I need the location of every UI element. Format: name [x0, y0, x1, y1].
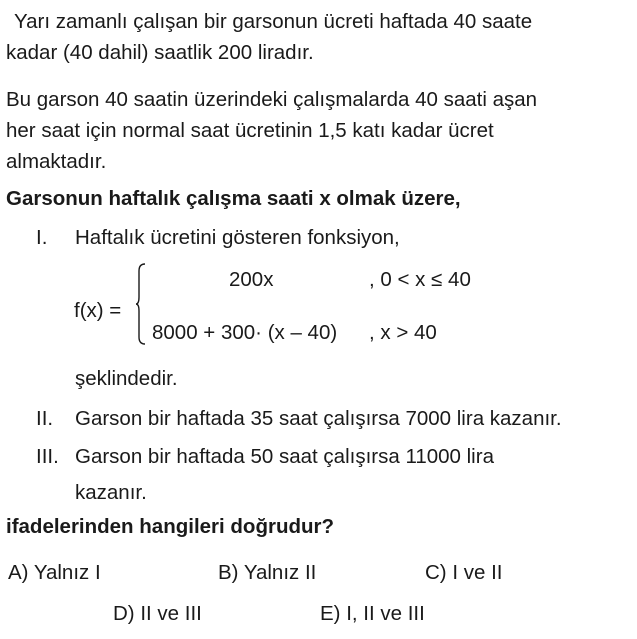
function-lhs: f(x) = — [74, 299, 122, 322]
condition-text: Garsonun haftalık çalışma saati x olmak üzere, — [6, 187, 461, 210]
statement-3-line-2: kazanır. — [75, 481, 147, 504]
statement-2-numeral: II. — [36, 407, 54, 430]
overtime-line-1: Bu garson 40 saatin üzerindeki çalışmalarda 40 saati aşan — [6, 88, 538, 111]
overtime-line-2: her saat için normal saat ücretinin 1,5 katı kadar ücret — [6, 119, 494, 142]
option-c[interactable]: C) I ve II — [425, 561, 503, 584]
statement-1-suffix: şeklindedir. — [75, 367, 178, 390]
curly-brace-icon — [136, 263, 146, 345]
function-case-2-cond: , x > 40 — [369, 321, 437, 344]
statement-1-numeral: I. — [36, 226, 48, 249]
intro-line-2: kadar (40 dahil) saatlik 200 liradır. — [6, 41, 314, 64]
statement-2-text: Garson bir haftada 35 saat çalışırsa 7000 lira kazanır. — [75, 407, 562, 430]
intro-line-1: Yarı zamanlı çalışan bir garsonun ücreti haftada 40 saate — [14, 10, 533, 33]
statement-3-numeral: III. — [36, 445, 59, 468]
option-a[interactable]: A) Yalnız I — [8, 561, 101, 584]
option-e[interactable]: E) I, II ve III — [320, 602, 425, 625]
function-case-2-expr: 8000 + 300· (x – 40) — [152, 321, 338, 344]
option-b[interactable]: B) Yalnız II — [218, 561, 317, 584]
option-d[interactable]: D) II ve III — [113, 602, 202, 625]
statement-3-line-1: Garson bir haftada 50 saat çalışırsa 11000 lira — [75, 445, 494, 468]
question-text: ifadelerinden hangileri doğrudur? — [6, 515, 335, 538]
statement-1-text: Haftalık ücretini gösteren fonksiyon, — [75, 226, 400, 249]
function-case-1-cond: , 0 < x ≤ 40 — [369, 268, 471, 291]
function-case-1-expr: 200x — [229, 268, 274, 291]
overtime-line-3: almaktadır. — [6, 150, 107, 173]
